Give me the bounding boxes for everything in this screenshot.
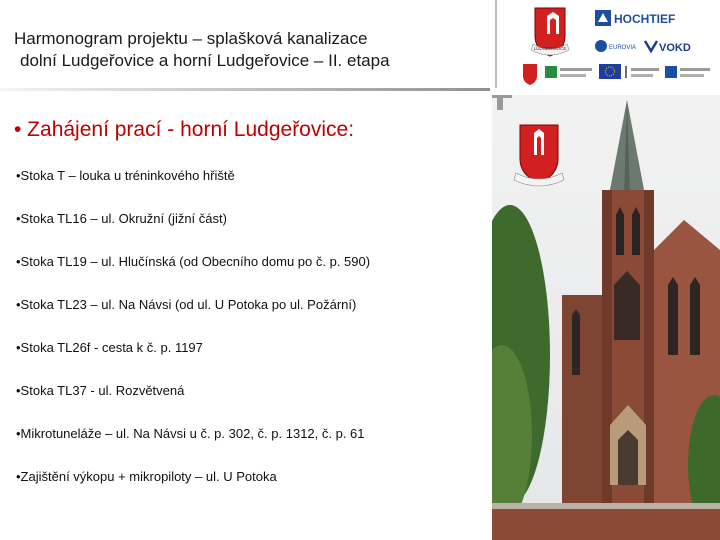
vokd-text: VOKD xyxy=(659,42,691,54)
eurovia-logo xyxy=(595,40,636,52)
page-title xyxy=(14,28,484,72)
title-line-1: Harmonogram projektu – splašková kanalizace xyxy=(14,29,368,48)
work-list xyxy=(16,168,370,512)
section-heading: • Zahájení prací - horní Ludgeřovice: xyxy=(14,118,355,141)
hochtief-text: HOCHTIEF xyxy=(614,12,676,26)
overlay-coat-of-arms-icon xyxy=(514,125,564,186)
church-photo xyxy=(492,95,720,540)
small-coat-of-arms-icon xyxy=(523,64,537,85)
ministry-logo xyxy=(625,66,659,78)
op-program-logo xyxy=(545,66,592,78)
vokd-logo xyxy=(645,41,691,54)
logo-divider-line xyxy=(495,0,497,88)
sponsor-logos xyxy=(495,0,720,88)
coat-of-arms-banner-text: LUDGEŘOVICE xyxy=(533,46,567,51)
coat-of-arms-icon xyxy=(531,8,569,56)
list-item: •Stoka TL16 – ul. Okružní (jižní část) xyxy=(16,211,227,226)
list-item: •Stoka TL19 – ul. Hlučínská (od Obecního domu po č. p. 590) xyxy=(16,254,371,269)
eurovia-text: EUROVIA xyxy=(609,45,637,51)
env-fund-logo xyxy=(665,66,710,78)
list-item: •Stoka T – louka u tréninkového hřiště xyxy=(16,168,235,183)
eu-flag-icon xyxy=(599,64,621,79)
list-item: •Stoka TL26f - cesta k č. p. 1197 xyxy=(16,340,203,355)
list-item: •Zajištění výkopu + mikropiloty – ul. U Potoka xyxy=(16,469,277,484)
hochtief-logo xyxy=(595,10,675,26)
list-item: •Mikrotuneláže – ul. Na Návsi u č. p. 302, č. p. 1312, č. p. 61 xyxy=(16,426,365,441)
header-divider xyxy=(0,88,490,91)
title-line-2: dolní Ludgeřovice a horní Ludgeřovice – II. etapa xyxy=(20,51,390,70)
list-item: •Stoka TL37 - ul. Rozvětvená xyxy=(16,383,185,398)
list-item: •Stoka TL23 – ul. Na Návsi (od ul. U Potoka po ul. Požární) xyxy=(16,297,357,312)
